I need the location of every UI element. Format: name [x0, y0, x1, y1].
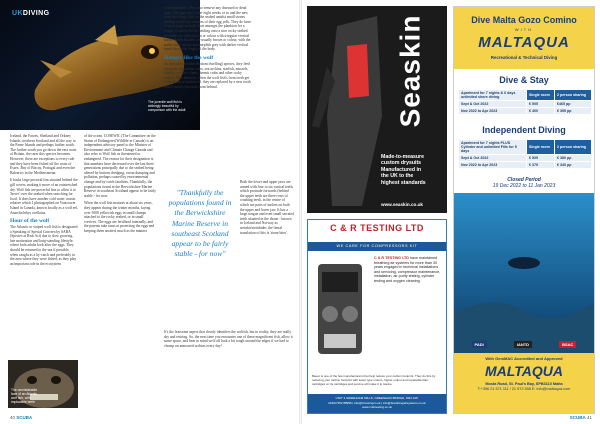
table-row: Nov 2022 to Apr 2023 € 375 € 340 pp: [459, 162, 592, 169]
maltaqua-advert[interactable]: [453, 6, 595, 414]
article-col1: [10, 134, 78, 266]
right-page: [302, 0, 600, 424]
fish-caption: The juvenile wolf fish is strikingly beautiful by comparison with the adult: [148, 100, 186, 112]
cr-address: UNIT 3 GREENHAM MILLS, GREENHAM BRIDGE, NR4 1AP 01603 552 88996 | info@crtestingco.uk | info@breathingairsystems.co.uk www.crairtesting.co.uk: [308, 394, 446, 414]
article-col3a: [164, 6, 252, 93]
underwater-photo: [454, 193, 594, 353]
bsac-badge: BSAC: [559, 341, 576, 348]
independent-desc: Apartment for 7 nights PLUS Cylinder and unlimited Fills for 5 days: [459, 140, 527, 155]
right-folio: SCUBA 41: [569, 415, 592, 420]
independent-table: Apartment for 7 nights PLUS Cylinder and unlimited Fills for 5 days Single room 2 person sharing Sept & Oct 2022 € 505 € 380 pp Nov 2022 to Apr 2023 € 375 € 340 pp: [458, 139, 592, 169]
col-single-header: Single room: [527, 90, 555, 101]
article-col3b: [240, 180, 294, 235]
seaskin-tagline: Made-to-measure custom drysuits Manufactured in the UK to the highest standards: [381, 154, 426, 186]
heading-hour-of-the-wolf: Hour of the wolf: [10, 218, 50, 225]
article-col3c: [164, 330, 294, 348]
pull-quote: "Thankfully the populations found in the Berwickshire Marine Reserve in southeast Scotland appear to be fairly stable - for now": [168, 188, 232, 259]
closed-period: Closed Period 19 Dec 2022 to 11 Jan 2023: [492, 177, 556, 189]
seaskin-url[interactable]: www.seaskin.co.uk: [381, 202, 423, 207]
left-folio: 40 SCUBA: [10, 415, 33, 420]
independent-title: Independent Diving: [482, 125, 566, 135]
section-tag: UKDIVING: [12, 10, 50, 17]
padi-badge: PADI: [472, 341, 487, 348]
dive-stay-title: Dive & Stay: [499, 75, 549, 85]
iantd-badge: IANTD: [514, 341, 532, 348]
compressor-image: [310, 254, 372, 374]
table-row: Sept & Oct 2022 € 505 €465 pp: [459, 101, 592, 108]
col3-p2: As they are a benthic (bottom dwelling) species, they feed primarily on various crabs, sea urchins, starfish, mussels, whelks, cockles, clams, hermit crabs and other rocky critters. Like blennies, when the wolf fish's front teeth get worn down or broken off, they are replaced by a new tooth which moves forwards from behind.: [164, 61, 251, 89]
col1-p3: The Atlantic or striped wolf fish is designated a Speaking of Special Concern by SARA (Species at Risk Act) due to slow growing, late maturation and long-standing lifestyle, where both adults look after the eggs. They should be returned to the sea if possible, when caught as a by-catch and preferably in the area where they were fished, as they play an important role in the ecosystem: [10, 225, 78, 266]
eel-caption: The unmistakable face of an Atlantic wolf fish, with implacable teeth: [11, 388, 38, 404]
col2-p2: When the wolf fish matures at about six years, they appear during the winter months, laying over 5000 yellowish eggs in small clumps attached to the rocky seabed, or in small crevices. The eggs are fertilized internally, and the parents take turns at protecting the eggs and keeping them aerated, much as the manner: [84, 201, 155, 233]
heading-hungry-like-the-wolf: Hungry like the wolf: [164, 54, 214, 61]
cr-tagline: WE CARE FOR COMPRESSORS KIT: [308, 242, 446, 251]
maltaqua-sub: Recreational & Technical Diving: [490, 55, 558, 60]
cr-body: C & R TESTING LTD have maintained breathing air systems for more than 30 years engaged in technical installations and servicing, compressor maintenance, installation, air purity testing, cylinder testing and oxygen cleaning.: [374, 256, 441, 283]
cert-badges: [458, 341, 590, 348]
col-double-header: 2 person sharing: [555, 90, 592, 101]
cr-logo: C & R TESTING LTD: [308, 220, 446, 242]
maltaqua-footer: With GemMAC Accredited and Approved MALTAQUA Mosta Road, St. Paul's Bay, SPB3110 Malta T:+356 21 571 111 / 21 572 558 E: info@maltaqua.com: [454, 353, 594, 413]
seaskin-logo: Seaskin: [394, 14, 426, 128]
wolffish-face-photo: [8, 360, 78, 408]
table-row: Sept & Oct 2022 € 505 € 380 pp: [459, 155, 592, 162]
maltaqua-logo: MALTAQUA: [478, 34, 570, 51]
col3-p4: It's the fearsome aspect that clearly identifies the wolfish, but in reality, they are really shy and retiring. So, the next time you encounter one of these magnificent fish, allow it some space, and bear in mind we'd all look a bit rough around the edges if we had to chomp on armoured urchins every day!: [164, 330, 293, 348]
maltaqua-with: WITH: [514, 27, 534, 32]
col1-p2: It basks large pectoral fins situated behind the gill covers, making it more of an outstretched dry. Wolf fish are powerful fins to allow it to 'hover' over the seabed when searching for food. It does have another cold water cousin relative which I photographed on Vancouver Island in Canada, known locally as a wolf eel, Anarrhichthys ocellatus.: [10, 178, 78, 215]
cr-footer-note: Bauer is one of the few manufacturers that help reduce your carbon footprint. They do this by reducing your carbon footprint with lower type motors, higher output and repairable filter cartridges on its cartridges and service will make it to twelve.: [312, 374, 436, 386]
col2-p1: of the ocean. COSEWIC (The Committee on the Status of Endangered Wildlife in Canada) is an independent advisory panel to the Minister of Environment and Climate Change Canada and also refer to Wolf fish as threatened or endangered. The reason for their designation is that numbers have decreased over the last three generations principally due to the seabed being altered by bottom dredging, ocean dumping and pollution, perhaps caused by environmental change and by-catch fatalities. Thankfully, the populations found in the Berwickshire Marine Reserve in southeast Scotland appear to be fairly stable - for now.: [84, 134, 156, 198]
col1-intro: Iceland, the Faroes, Shetland and Orkney Islands, northern Scotland and all the way to the Farne Islands and perhaps further south. The further south you go down the east coast of Britain, the rarer this species becomes. However, there are exceptions to every rule and they have been fished off the coast of Essex, Bay of Biscay, Portugal and even the Balearics in the Mediterranean.: [10, 134, 77, 175]
table-row: Nov 2022 to Apr 2023 € 400 € 395 pp: [459, 108, 592, 115]
article-col2: [84, 134, 156, 233]
maltaqua-title: Dive Malta Gozo Comino: [471, 15, 577, 25]
col3-p1: of lumpsuckers. They also remove any diseased or dead eggs. The eggs hatch after eight weeks or so and the new born hatchlings hide on the seabed amidst small stones feeding on the last remains of their egg yolk. They do have a larval stage and will float amongst the plankton for a couple of weeks before settling onto a nice rocky seabed. Juveniles are olive brown or colour with irregular vertical bands. Adult females are usually brown or colour, with the males more stocky and purplish grey with darker vertical bands down the length of the body.: [164, 6, 251, 52]
dive-stay-table: [458, 89, 592, 115]
col3-p3: Both the lower and upper jaws are armed with four to six conical teeth, which protrude forwards (behind the upper teeth are three rows of crushing teeth, in the centre of which are pairs of molars on both the upper and lower jaw. It has a large tongue and even small serrated teeth situated in the throat - known in Iceland and Norway as steinbit/steinbider, the literal translation of this is 'stone biter'.: [240, 180, 294, 235]
seaskin-advert[interactable]: [307, 6, 447, 213]
dive-stay-desc: Apartment for 7 nights & 6 days unlimited shore diving: [459, 90, 527, 101]
cr-testing-advert[interactable]: [307, 219, 447, 414]
